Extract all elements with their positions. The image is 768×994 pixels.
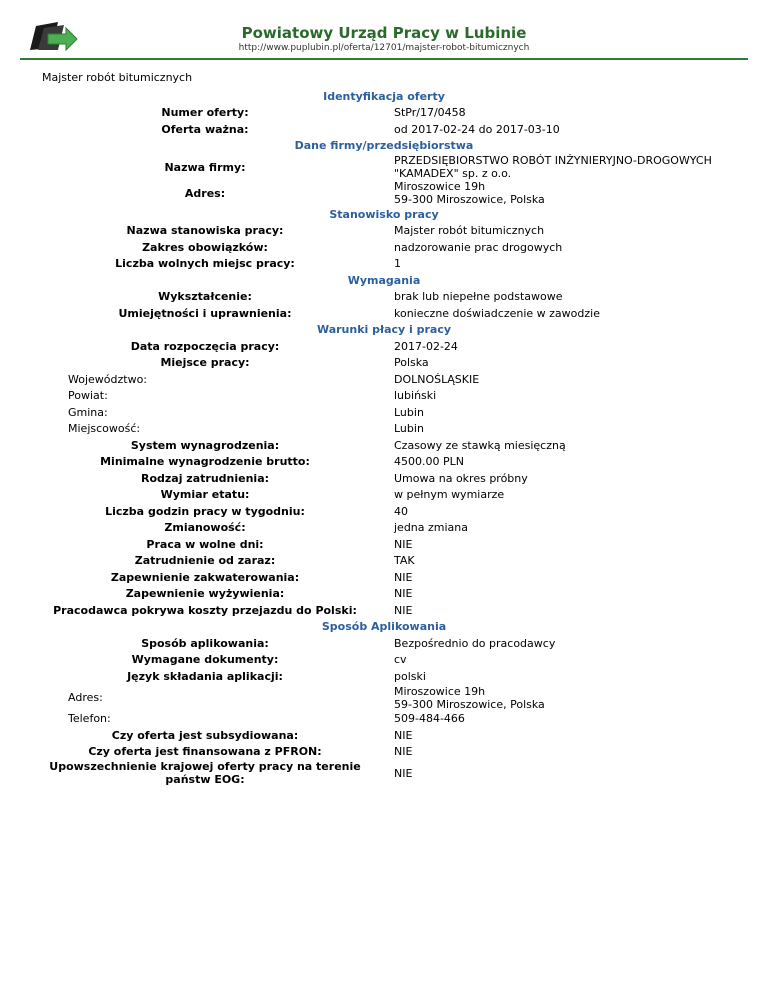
field-value: 509-484-466 (394, 712, 465, 726)
field-label: Data rozpoczęcia pracy: (130, 339, 280, 353)
field-label: Województwo: (68, 372, 148, 386)
field-row (36, 520, 732, 537)
job-title: Majster robót bitumicznych (42, 71, 193, 84)
field-value: NIE (394, 766, 413, 780)
field-value: Bezpośrednio do pracodawcy (394, 636, 556, 650)
offer-table (36, 88, 732, 786)
field-value: Miroszowice 19h 59-300 Miroszowice, Polska (394, 180, 545, 206)
field-label: Adres: (184, 186, 226, 200)
field-label: Czy oferta jest subsydiowana: (111, 728, 299, 742)
field-label: Zapewnienie wyżywienia: (125, 587, 285, 601)
field-row (36, 105, 732, 122)
field-label: Praca w wolne dni: (146, 537, 264, 551)
field-value: DOLNOŚLĄSKIE (394, 372, 480, 386)
field-value: Umowa na okres próbny (394, 471, 528, 485)
field-label: Telefon: (68, 712, 111, 726)
field-row (36, 454, 732, 471)
field-value: nadzorowanie prac drogowych (394, 240, 563, 254)
field-row (36, 355, 732, 372)
section-title: Dane firmy/przedsiębiorstwa (294, 139, 474, 153)
field-value: Polska (394, 356, 429, 370)
field-label: Czy oferta jest finansowana z PFRON: (88, 745, 322, 759)
field-row (36, 121, 732, 138)
field-row (36, 602, 732, 619)
field-label: Rodzaj zatrudnienia: (140, 471, 270, 485)
field-value: NIE (394, 570, 413, 584)
field-row (36, 338, 732, 355)
field-row (36, 760, 732, 786)
field-row (36, 404, 732, 421)
field-label: Wymiar etatu: (160, 488, 250, 502)
field-row (36, 223, 732, 240)
section-title: Sposób Aplikowania (321, 620, 447, 634)
field-row (36, 437, 732, 454)
field-row (36, 371, 732, 388)
field-row (36, 487, 732, 504)
field-label: Sposób aplikowania: (141, 636, 269, 650)
field-row (36, 727, 732, 744)
section-header (36, 272, 732, 289)
field-value: 40 (394, 504, 408, 518)
field-label: Nazwa stanowiska pracy: (126, 224, 284, 238)
field-value: PRZEDSIĘBIORSTWO ROBÓT INŻYNIERYJNO-DROGOWYCH "KAMADEX" sp. z o.o. (394, 154, 712, 180)
site-title: Powiatowy Urząd Pracy w Lubinie (241, 24, 527, 42)
field-row (36, 711, 732, 728)
field-label: Zapewnienie zakwaterowania: (110, 570, 300, 584)
field-label: Liczba godzin pracy w tygodniu: (105, 504, 305, 518)
field-value: NIE (394, 587, 413, 601)
field-label: Miejsce pracy: (160, 356, 250, 370)
field-row (36, 503, 732, 520)
section-header (36, 619, 732, 636)
section-title: Identyfikacja oferty (323, 89, 445, 103)
field-label: Powiat: (68, 389, 108, 403)
field-label: Nazwa firmy: (164, 160, 246, 174)
field-value: Majster robót bitumicznych (394, 224, 545, 238)
field-value: NIE (394, 728, 413, 742)
field-row (36, 685, 732, 711)
field-value: konieczne doświadczenie w zawodzie (394, 306, 600, 320)
field-value: StPr/17/0458 (394, 106, 466, 120)
field-row (36, 239, 732, 256)
field-row (36, 652, 732, 669)
field-row (36, 421, 732, 438)
field-row (36, 388, 732, 405)
offer-details (36, 88, 732, 786)
field-row (36, 635, 732, 652)
field-label: Miejscowość: (68, 422, 141, 436)
field-row (36, 536, 732, 553)
field-label: Wykształcenie: (158, 290, 252, 304)
field-label: Upowszechnienie krajowej oferty pracy na terenie państw EOG: (49, 760, 361, 786)
section-title: Warunki płacy i pracy (316, 323, 452, 337)
field-value: 2017-02-24 (394, 339, 458, 353)
section-title: Wymagania (347, 273, 421, 287)
field-row (36, 180, 732, 206)
page-header (0, 0, 768, 60)
field-row (36, 744, 732, 761)
field-value: Lubin (394, 422, 424, 436)
field-label: Zakres obowiązków: (142, 240, 268, 254)
section-title: Stanowisko pracy (329, 207, 439, 221)
field-value: cv (394, 653, 407, 667)
field-label: System wynagrodzenia: (130, 438, 280, 452)
field-value: NIE (394, 745, 413, 759)
field-value: lubiński (394, 389, 437, 403)
field-label: Minimalne wynagrodzenie brutto: (100, 455, 310, 469)
field-label: Oferta ważna: (161, 122, 249, 136)
field-row (36, 256, 732, 273)
field-label: Liczba wolnych miejsc pracy: (115, 257, 295, 271)
field-value: 1 (394, 257, 401, 271)
section-header (36, 322, 732, 339)
field-value: Miroszowice 19h 59-300 Miroszowice, Polska (394, 684, 545, 711)
field-label: Numer oferty: (161, 106, 249, 120)
section-header (36, 88, 732, 105)
field-row (36, 569, 732, 586)
field-value: jedna zmiana (394, 521, 469, 535)
field-label: Umiejętności i uprawnienia: (118, 306, 292, 320)
field-label: Pracodawca pokrywa koszty przejazdu do Polski: (53, 603, 357, 617)
header-divider (20, 58, 748, 60)
field-label: Zatrudnienie od zaraz: (134, 554, 276, 568)
field-label: Gmina: (68, 405, 108, 419)
field-row (36, 553, 732, 570)
field-label: Adres: (68, 691, 103, 704)
field-row (36, 586, 732, 603)
section-header (36, 206, 732, 223)
field-value: 4500.00 PLN (394, 455, 464, 469)
field-value: od 2017-02-24 do 2017-03-10 (394, 122, 560, 136)
field-value: NIE (394, 603, 413, 617)
field-value: w pełnym wymiarze (394, 488, 505, 502)
page-url[interactable]: http://www.puplubin.pl/oferta/12701/majster-robot-bitumicznych (238, 43, 530, 53)
field-value: brak lub niepełne podstawowe (394, 290, 563, 304)
field-label: Język składania aplikacji: (127, 669, 283, 683)
field-value: polski (394, 669, 426, 683)
field-label: Zmianowość: (164, 521, 246, 535)
field-row (36, 154, 732, 180)
field-value: Lubin (394, 405, 424, 419)
field-value: Czasowy ze stawką miesięczną (394, 438, 566, 452)
field-label: Wymagane dokumenty: (131, 653, 279, 667)
field-row (36, 470, 732, 487)
field-row (36, 668, 732, 685)
section-header (36, 138, 732, 155)
field-row (36, 289, 732, 306)
field-row (36, 305, 732, 322)
field-value: NIE (394, 537, 413, 551)
field-value: TAK (394, 554, 415, 568)
